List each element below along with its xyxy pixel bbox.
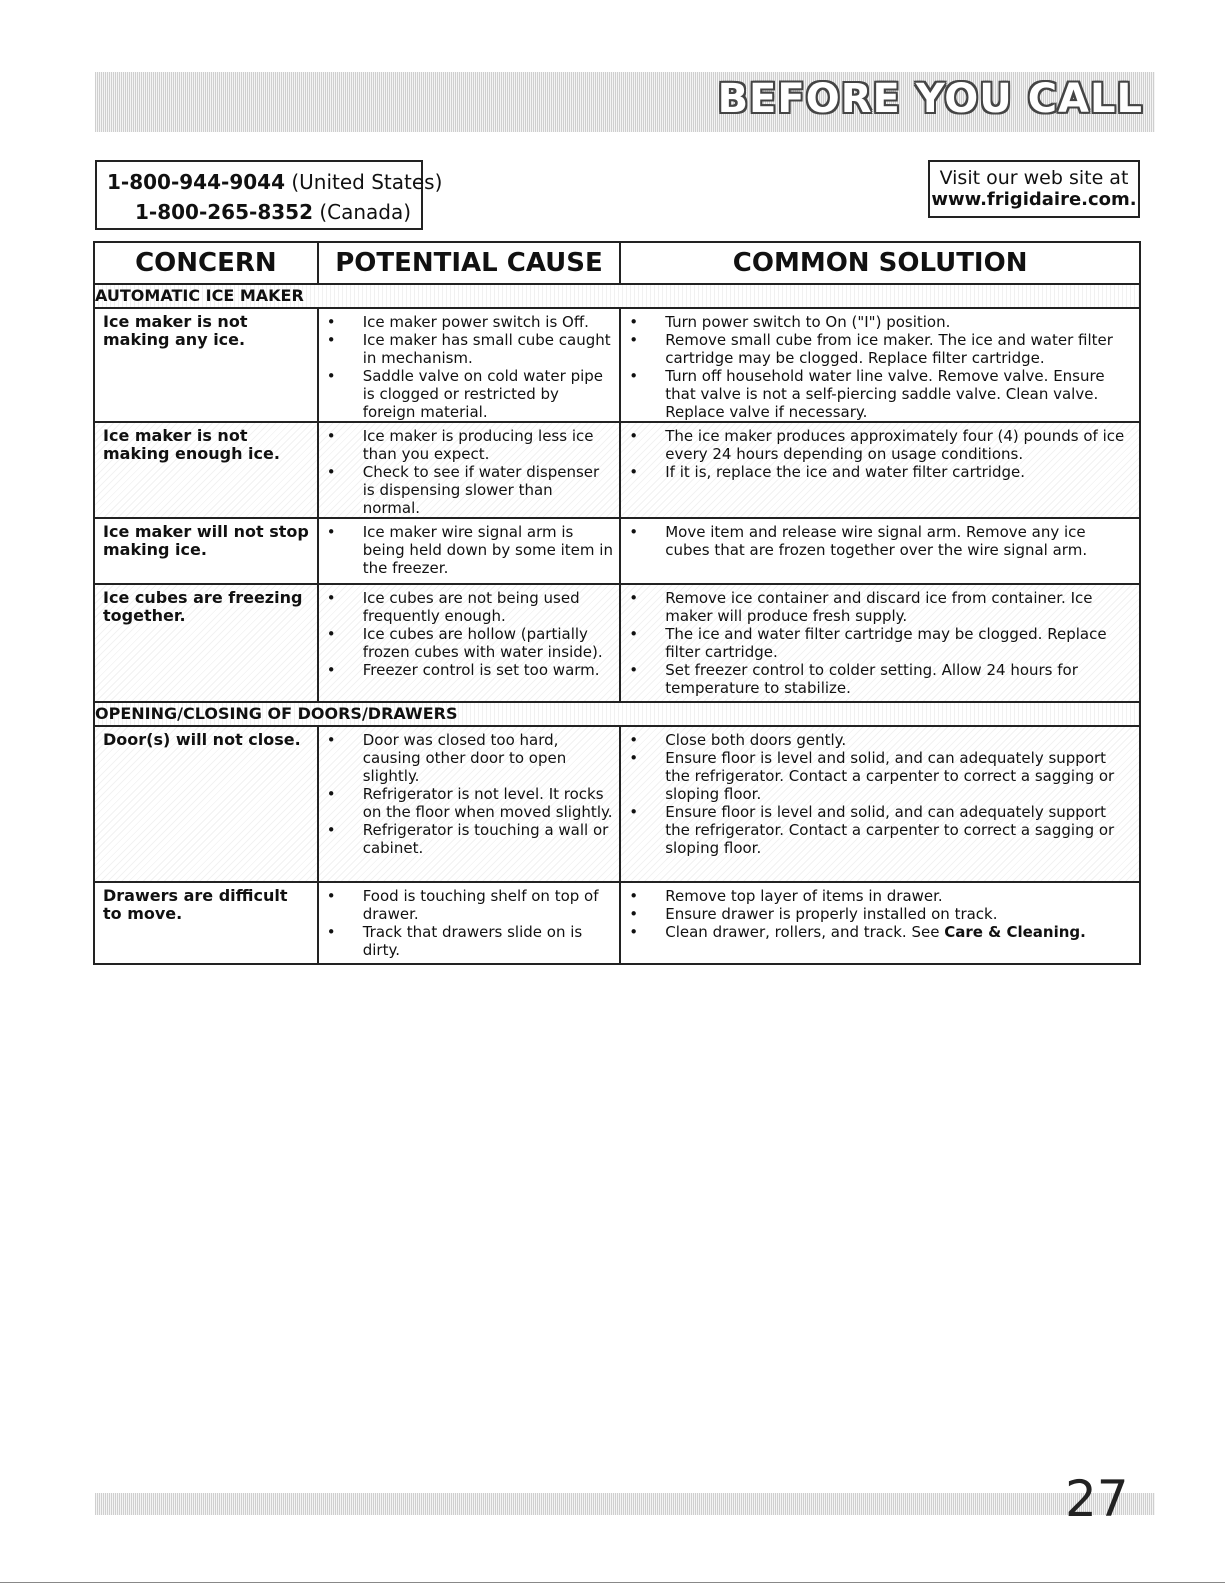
solution-cell <box>620 726 1140 882</box>
page-number: 27 <box>1065 1470 1129 1528</box>
cause-cell <box>318 726 621 882</box>
ca-phone-line <box>135 200 411 224</box>
solution-item: • Ensure floor is level and solid, and can adequately support the refrigerator. Contact a carpenter to correct a sagging or sloping floor. <box>621 803 1133 857</box>
cause-cell <box>318 518 621 584</box>
cause-item: • Saddle valve on cold water pipe is clogged or restricted by foreign material. <box>319 367 614 421</box>
solution-cell <box>620 308 1140 422</box>
solution-cell <box>620 882 1140 964</box>
header-potential-cause: POTENTIAL CAUSE <box>318 242 621 284</box>
solution-item: • Turn power switch to On ("I") position. <box>621 313 1133 331</box>
section-title-ice-maker: AUTOMATIC ICE MAKER <box>94 284 1140 308</box>
solution-item: • Ensure floor is level and solid, and can adequately support the refrigerator. Contact a carpenter to correct a sagging or sloping floor. <box>621 749 1133 803</box>
solution-item: • The ice maker produces approximately four (4) pounds of ice every 24 hours depending on usage conditions. <box>621 427 1133 463</box>
solution-item: • The ice and water filter cartridge may be clogged. Replace filter cartridge. <box>621 625 1133 661</box>
solution-cell <box>620 584 1140 702</box>
cause-item: • Ice maker has small cube caught in mechanism. <box>319 331 614 367</box>
header-common-solution: COMMON SOLUTION <box>620 242 1140 284</box>
header-band <box>95 72 1155 132</box>
table-row <box>94 726 1140 882</box>
cause-item: • Refrigerator is not level. It rocks on the floor when moved slightly. <box>319 785 614 821</box>
cause-item: • Ice cubes are not being used frequently enough. <box>319 589 614 625</box>
solution-item: • Set freezer control to colder setting. Allow 24 hours for temperature to stabilize. <box>621 661 1133 697</box>
website-intro: Visit our web site at <box>939 167 1129 189</box>
table-row <box>94 308 1140 422</box>
footer-band <box>95 1493 1155 1515</box>
cause-item: • Ice maker power switch is Off. <box>319 313 614 331</box>
solution-item: • Remove top layer of items in drawer. <box>621 887 1133 905</box>
cause-item: • Ice maker wire signal arm is being held down by some item in the freezer. <box>319 523 614 577</box>
cause-item: • Food is touching shelf on top of drawer. <box>319 887 614 923</box>
cause-cell <box>318 422 621 518</box>
section-title-doors-drawers: OPENING/CLOSING OF DOORS/DRAWERS <box>94 702 1140 726</box>
solution-item: • Ensure drawer is properly installed on track. <box>621 905 1133 923</box>
table-header-row <box>94 242 1140 284</box>
table-row <box>94 422 1140 518</box>
cause-item: • Ice maker is producing less ice than you expect. <box>319 427 614 463</box>
cause-cell <box>318 882 621 964</box>
solution-item: • Move item and release wire signal arm. Remove any ice cubes that are frozen together over the wire signal arm. <box>621 523 1133 559</box>
cause-item: • Ice cubes are hollow (partially frozen cubes with water inside). <box>319 625 614 661</box>
us-phone-label: (United States) <box>291 170 443 194</box>
page-title: BEFORE YOU CALL <box>717 76 1143 122</box>
cause-item: • Freezer control is set too warm. <box>319 661 614 679</box>
cause-cell <box>318 308 621 422</box>
troubleshooting-table <box>93 241 1141 965</box>
solution-cell <box>620 422 1140 518</box>
cause-cell <box>318 584 621 702</box>
concern-cell: Door(s) will not close. <box>94 726 318 882</box>
concern-cell: Ice maker is not making any ice. <box>94 308 318 422</box>
care-cleaning-reference: Care & Cleaning. <box>944 923 1086 941</box>
cause-item: • Door was closed too hard, causing other door to open slightly. <box>319 731 614 785</box>
section-header <box>94 702 1140 726</box>
bottom-divider <box>0 1582 1225 1583</box>
solution-item: • Remove ice container and discard ice from container. Ice maker will produce fresh supply. <box>621 589 1133 625</box>
cause-item: • Refrigerator is touching a wall or cabinet. <box>319 821 614 857</box>
ca-phone-label: (Canada) <box>319 200 412 224</box>
solution-item <box>621 923 1133 941</box>
concern-cell: Drawers are difficult to move. <box>94 882 318 964</box>
table-row <box>94 882 1140 964</box>
website-url[interactable]: www.frigidaire.com. <box>931 189 1137 210</box>
solution-item: • Remove small cube from ice maker. The ice and water filter cartridge may be clogged. Replace filter cartridge. <box>621 331 1133 367</box>
solution-item: • If it is, replace the ice and water filter cartridge. <box>621 463 1133 481</box>
solution-item: • Turn off household water line valve. Remove valve. Ensure that valve is not a self-piercing saddle valve. Clean valve. Replace valve if necessary. <box>621 367 1133 421</box>
cause-item: • Track that drawers slide on is dirty. <box>319 923 614 959</box>
solution-text: Clean drawer, rollers, and track. See <box>665 923 940 941</box>
us-phone-number: 1-800-944-9044 <box>107 170 285 194</box>
concern-cell: Ice cubes are freezing together. <box>94 584 318 702</box>
table-row <box>94 518 1140 584</box>
concern-cell: Ice maker is not making enough ice. <box>94 422 318 518</box>
us-phone-line <box>107 170 442 194</box>
solution-item: • Close both doors gently. <box>621 731 1133 749</box>
header-concern: CONCERN <box>94 242 318 284</box>
website-box <box>928 160 1140 218</box>
section-header <box>94 284 1140 308</box>
concern-cell: Ice maker will not stop making ice. <box>94 518 318 584</box>
table-row <box>94 584 1140 702</box>
solution-cell <box>620 518 1140 584</box>
ca-phone-number: 1-800-265-8352 <box>135 200 313 224</box>
cause-item: • Check to see if water dispenser is dispensing slower than normal. <box>319 463 614 517</box>
phone-box <box>95 160 443 230</box>
